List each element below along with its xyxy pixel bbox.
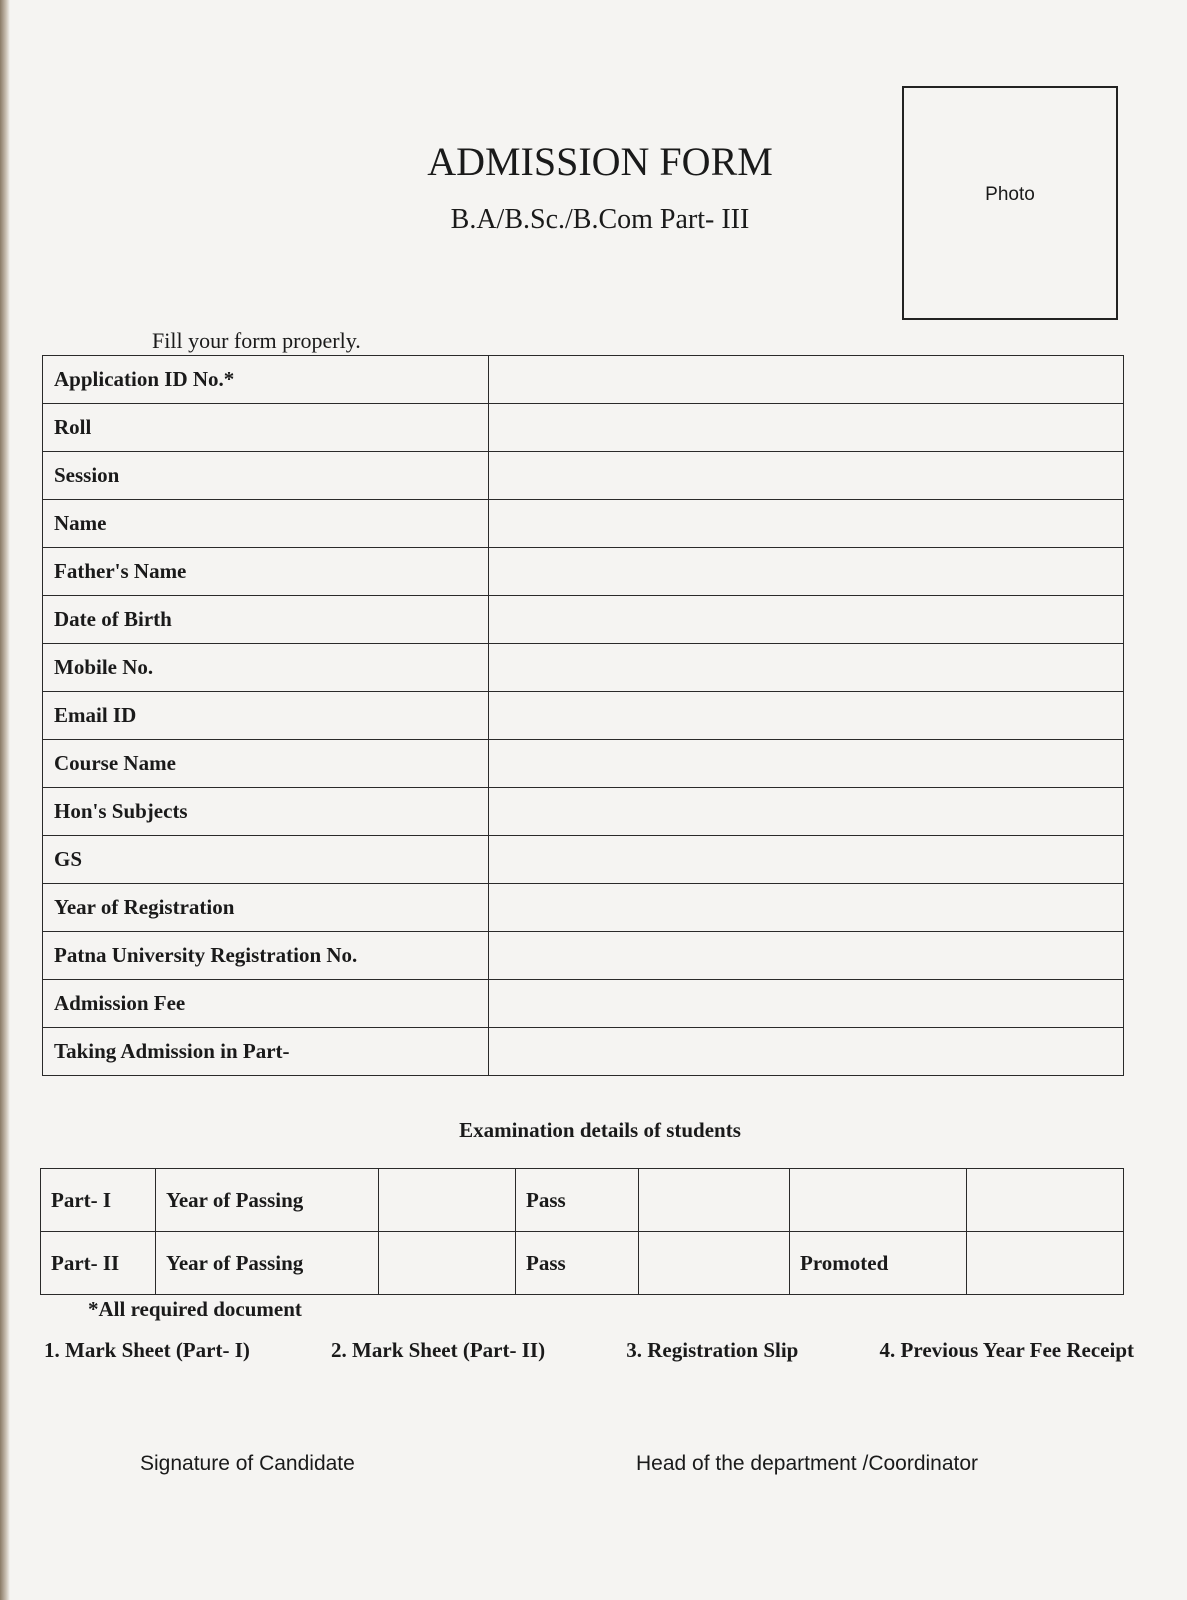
field-label: Father's Name	[43, 548, 489, 596]
page-edge-shadow	[0, 0, 10, 1600]
document-item: 1. Mark Sheet (Part- I)	[44, 1338, 250, 1362]
field-value[interactable]	[489, 692, 1124, 740]
field-value[interactable]	[489, 548, 1124, 596]
field-label: Name	[43, 500, 489, 548]
exam-details-table	[40, 1168, 1124, 1295]
field-value[interactable]	[489, 1028, 1124, 1076]
promoted-field[interactable]	[967, 1232, 1124, 1295]
pass-label: Pass	[516, 1169, 639, 1232]
photo-label: Photo	[985, 184, 1035, 205]
form-subtitle: B.A/B.Sc./B.Com Part- III	[450, 204, 750, 235]
field-label: Year of Registration	[43, 884, 489, 932]
field-value[interactable]	[489, 836, 1124, 884]
part-label: Part- I	[41, 1169, 156, 1232]
field-label: Session	[43, 452, 489, 500]
year-of-passing-label: Year of Passing	[156, 1232, 379, 1295]
table-row	[43, 932, 1124, 980]
field-value[interactable]	[489, 644, 1124, 692]
field-value[interactable]	[489, 500, 1124, 548]
document-item: 4. Previous Year Fee Receipt	[879, 1338, 1134, 1362]
year-of-passing-label: Year of Passing	[156, 1169, 379, 1232]
table-row	[41, 1232, 1124, 1295]
form-title: ADMISSION FORM	[427, 139, 773, 184]
table-row	[43, 404, 1124, 452]
year-of-passing-field[interactable]	[379, 1169, 516, 1232]
table-row	[43, 1028, 1124, 1076]
field-label: Email ID	[43, 692, 489, 740]
field-label: Roll	[43, 404, 489, 452]
table-row	[43, 548, 1124, 596]
field-label: Hon's Subjects	[43, 788, 489, 836]
table-row	[43, 644, 1124, 692]
field-label: Course Name	[43, 740, 489, 788]
table-row	[43, 836, 1124, 884]
candidate-signature-label: Signature of Candidate	[140, 1452, 355, 1475]
part-label: Part- II	[41, 1232, 156, 1295]
form-instruction: Fill your form properly.	[152, 328, 361, 353]
field-value[interactable]	[489, 596, 1124, 644]
field-value[interactable]	[489, 980, 1124, 1028]
table-row	[43, 788, 1124, 836]
field-label: Patna University Registration No.	[43, 932, 489, 980]
table-row	[41, 1169, 1124, 1232]
pass-field[interactable]	[639, 1169, 790, 1232]
documents-list	[44, 1338, 1134, 1363]
field-value[interactable]	[489, 356, 1124, 404]
year-of-passing-field[interactable]	[379, 1232, 516, 1295]
exam-section-heading: Examination details of students	[459, 1118, 741, 1142]
promoted-label	[790, 1169, 967, 1232]
pass-field[interactable]	[639, 1232, 790, 1295]
field-value[interactable]	[489, 932, 1124, 980]
field-value[interactable]	[489, 884, 1124, 932]
table-row	[43, 500, 1124, 548]
field-label: Mobile No.	[43, 644, 489, 692]
table-row	[43, 740, 1124, 788]
head-signature-label: Head of the department /Coordinator	[636, 1452, 979, 1475]
table-row	[43, 980, 1124, 1028]
field-label: Admission Fee	[43, 980, 489, 1028]
field-label: Date of Birth	[43, 596, 489, 644]
field-value[interactable]	[489, 788, 1124, 836]
field-label: GS	[43, 836, 489, 884]
document-item: 2. Mark Sheet (Part- II)	[331, 1338, 546, 1362]
table-row	[43, 596, 1124, 644]
promoted-label: Promoted	[790, 1232, 967, 1295]
pass-label: Pass	[516, 1232, 639, 1295]
field-value[interactable]	[489, 404, 1124, 452]
table-row	[43, 356, 1124, 404]
student-details-table	[42, 355, 1124, 1076]
document-item: 3. Registration Slip	[626, 1338, 799, 1362]
field-label: Taking Admission in Part-	[43, 1028, 489, 1076]
table-row	[43, 884, 1124, 932]
documents-heading: *All required document	[88, 1297, 302, 1321]
photo-box[interactable]	[902, 86, 1118, 320]
field-value[interactable]	[489, 452, 1124, 500]
promoted-field[interactable]	[967, 1169, 1124, 1232]
table-row	[43, 692, 1124, 740]
field-label: Application ID No.*	[43, 356, 489, 404]
table-row	[43, 452, 1124, 500]
field-value[interactable]	[489, 740, 1124, 788]
